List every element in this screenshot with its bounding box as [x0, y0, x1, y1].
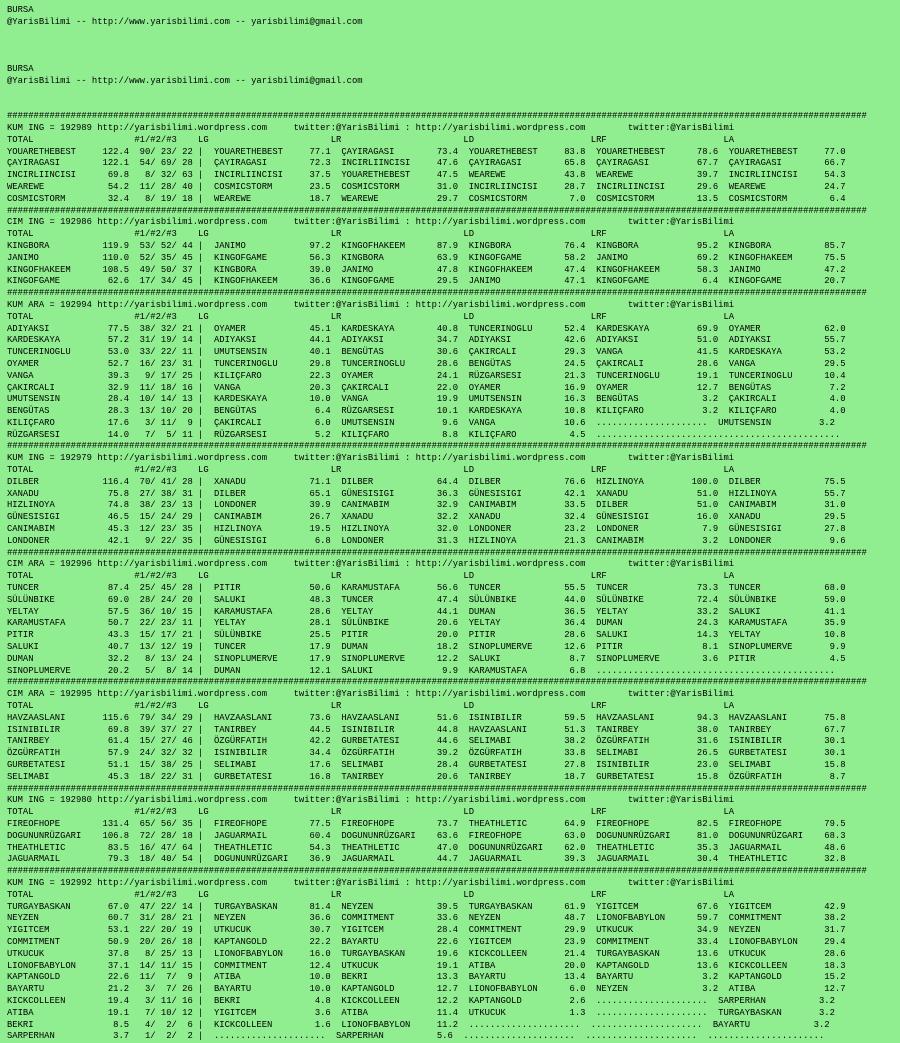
report-line: JANIMO 110.0 52/ 35/ 45 | KINGOFGAME 56.3 KINGBORA 63.9 KINGOFGAME 58.2 JANIMO 69.2 KINGOFHAKEEM 75.5	[7, 252, 846, 263]
report-line: CIM ING = 192986 http://yarisbilimi.wordpress.com twitter:@YarisBilimi : http://yarisbilimi.wordpress.com twitter:@YarisBilimi	[7, 217, 735, 228]
report-line: SALUKI 40.7 13/ 12/ 19 | TUNCER 17.9 DUMAN 18.2 SINOPLUMERVE 12.6 PITIR 8.1 SINOPLUMERVE 9.9	[7, 642, 846, 653]
report-line	[7, 88, 900, 100]
report-line: KICKCOLLEEN 19.4 3/ 11/ 16 | BEKRI 4.8 KICKCOLLEEN 12.2 KAPTANGOLD 2.6 ..................... SARPERHAN 3.2	[7, 995, 835, 1006]
report-line: ÇAKIRCALI 32.9 11/ 18/ 16 | VANGA 20.3 ÇAKIRCALI 22.0 OYAMER 16.9 OYAMER 12.7 BENGÜTAS 7.2	[7, 382, 846, 393]
report-line: RÜZGARSESI 14.0 7/ 5/ 11 | RÜZGARSESI 5.2 KILIÇFARO 8.8 KILIÇFARO 4.5 ..............................................	[7, 429, 841, 440]
report-line: NEYZEN 60.7 31/ 28/ 21 | NEYZEN 36.6 COMMITMENT 33.6 NEYZEN 48.7 LIONOFBABYLON 59.7 COMMITMENT 38.2	[7, 913, 846, 924]
report-line: GURBETATESI 51.1 15/ 38/ 25 | SELIMABI 17.6 SELIMABI 28.4 GURBETATESI 27.8 ISINIBILIR 23.0 SELIMABI 15.8	[7, 760, 846, 770]
report-line: ##################################################################################################################################################################	[7, 205, 867, 216]
report-line: @YarisBilimi -- http://www.yarisbilimi.com -- yarisbilimi@gmail.com	[7, 16, 363, 27]
report-line: ##################################################################################################################################################################	[7, 441, 867, 452]
report-line: YELTAY 57.5 36/ 10/ 15 | KARAMUSTAFA 28.6 YELTAY 44.1 DUMAN 36.5 YELTAY 33.2 SALUKI 41.1	[7, 606, 846, 617]
report-line: INCIRLIINCISI 69.8 8/ 32/ 63 | INCIRLIINCISI 37.5 YOUARETHEBEST 47.5 WEAREWE 43.8 WEAREWE 39.7 INCIRLIINCISI 54.3	[7, 170, 846, 181]
report-line: TOTAL #1/#2/#3 LG LR LD LRF LA	[7, 701, 735, 712]
report-line: ##################################################################################################################################################################	[7, 677, 867, 688]
report-line: KUM ING = 192989 http://yarisbilimi.wordpress.com twitter:@YarisBilimi : http://yarisbilimi.wordpress.com twitter:@YarisBilimi	[7, 122, 735, 133]
report-line: GÜNESISIGI 46.5 15/ 24/ 29 | CANIMABIM 26.7 XANADU 32.2 XANADU 32.4 GÜNESISIGI 16.0 XANADU 29.5	[7, 512, 846, 523]
report-line: TUNCERINOGLU 53.0 33/ 22/ 11 | UMUTSENSIN 40.1 BENGÜTAS 30.6 ÇAKIRCALI 29.3 VANGA 41.5 KARDESKAYA 53.2	[7, 347, 846, 358]
report-line: ÇAYIRAGASI 122.1 54/ 69/ 28 | ÇAYIRAGASI 72.3 INCIRLIINCISI 47.6 ÇAYIRAGASI 65.8 ÇAYIRAGASI 67.7 ÇAYIRAGASI 66.7	[7, 158, 846, 169]
report-line: DUMAN 32.2 8/ 13/ 24 | SINOPLUMERVE 17.9 SINOPLUMERVE 12.2 SALUKI 8.7 SINOPLUMERVE 3.6 PITIR 4.5	[7, 653, 846, 664]
report-line: PITIR 43.3 15/ 17/ 21 | SÜLÜNBIKE 25.5 PITIR 20.0 PITIR 28.6 SALUKI 14.3 YELTAY 10.8	[7, 630, 846, 641]
report-line: KUM ING = 192979 http://yarisbilimi.wordpress.com twitter:@YarisBilimi : http://yarisbilimi.wordpress.com twitter:@YarisBilimi	[7, 453, 735, 464]
report-line: SARPERHAN 3.7 1/ 2/ 2 | ..................... SARPERHAN 5.6 ..................... ..................... ......................	[7, 1031, 825, 1042]
report-line: BEKRI 8.5 4/ 2/ 6 | KICKCOLLEEN 1.6 LIONOFBABYLON 11.2 ..................... ..................... BAYARTU 3.2	[7, 1019, 830, 1030]
report-line: FIREOFHOPE 131.4 65/ 56/ 35 | FIREOFHOPE 77.5 FIREOFHOPE 73.7 THEATHLETIC 64.9 FIREOFHOPE 82.5 FIREOFHOPE 79.5	[7, 818, 846, 829]
report-line: ##################################################################################################################################################################	[7, 547, 867, 558]
report-line: ##################################################################################################################################################################	[7, 866, 867, 877]
report-line: ADIYAKSI 77.5 38/ 32/ 21 | OYAMER 45.1 KARDESKAYA 40.8 TUNCERINOGLU 52.4 KARDESKAYA 69.9 OYAMER 62.0	[7, 323, 846, 334]
report-line: OYAMER 52.7 16/ 23/ 31 | TUNCERINOGLU 29.8 TUNCERINOGLU 28.6 BENGÜTAS 24.5 ÇAKIRCALI 28.6 VANGA 29.5	[7, 358, 846, 369]
report-line: BURSA	[7, 5, 34, 15]
report-line: TOTAL #1/#2/#3 LG LR LD LRF LA	[7, 571, 735, 582]
report-line: TOTAL #1/#2/#3 LG LR LD LRF LA	[7, 889, 735, 900]
report-line: TURGAYBASKAN 67.0 47/ 22/ 14 | TURGAYBASKAN 81.4 NEYZEN 39.5 TURGAYBASKAN 61.9 YIGITCEM 67.6 YIGITCEM 42.9	[7, 901, 846, 912]
report-line: VANGA 39.3 9/ 17/ 25 | KILIÇFARO 22.3 OYAMER 24.1 RÜZGARSESI 21.3 TUNCERINOGLU 19.1 TUNCERINOGLU 10.4	[7, 370, 846, 381]
report-line: ISINIBILIR 69.8 39/ 37/ 27 | TANIRBEY 44.5 ISINIBILIR 44.8 HAVZAASLANI 51.3 TANIRBEY 38.0 TANIRBEY 67.7	[7, 724, 846, 735]
report-line: KILIÇFARO 17.6 3/ 11/ 9 | ÇAKIRCALI 6.0 UMUTSENSIN 9.6 VANGA 10.6 ..................... UMUTSENSIN 3.2	[7, 417, 835, 428]
report-line: CANIMABIM 45.3 12/ 23/ 35 | HIZLINOYA 19.5 HIZLINOYA 32.0 LONDONER 23.2 LONDONER 7.9 GÜNESISIGI 27.8	[7, 524, 846, 535]
report-line: SINOPLUMERVE 20.2 5/ 8/ 14 | DUMAN 12.1 SALUKI 9.9 KARAMUSTAFA 6.8 .............................................	[7, 665, 835, 676]
report-line: COMMITMENT 50.9 20/ 26/ 18 | KAPTANGOLD 22.2 BAYARTU 22.6 YIGITCEM 23.9 COMMITMENT 33.4 LIONOFBABYLON 29.4	[7, 936, 846, 947]
report-line	[7, 40, 900, 52]
report-line: BAYARTU 21.2 3/ 7/ 26 | BAYARTU 10.0 KAPTANGOLD 12.7 LIONOFBABYLON 6.0 NEYZEN 3.2 ATIBA 12.7	[7, 984, 846, 995]
report-line: KARAMUSTAFA 50.7 22/ 23/ 11 | YELTAY 28.1 SÜLÜNBIKE 20.6 YELTAY 36.4 DUMAN 24.3 KARAMUSTAFA 35.9	[7, 618, 846, 629]
report-line: JAGUARMAIL 79.3 18/ 40/ 54 | DOGUNUNRÜZGARI 36.9 JAGUARMAIL 44.7 JAGUARMAIL 39.3 JAGUARMAIL 30.4 THEATHLETIC 32.8	[7, 854, 846, 865]
report-line: TOTAL #1/#2/#3 LG LR LD LRF LA	[7, 465, 735, 476]
report-line: BENGÜTAS 28.3 13/ 10/ 20 | BENGÜTAS 6.4 RÜZGARSESI 10.1 KARDESKAYA 10.8 KILIÇFARO 3.2 KILIÇFARO 4.0	[7, 406, 846, 417]
report-line	[7, 29, 900, 41]
report-line: KINGBORA 119.9 53/ 52/ 44 | JANIMO 97.2 KINGOFHAKEEM 87.9 KINGBORA 76.4 KINGBORA 95.2 KINGBORA 85.7	[7, 240, 846, 251]
report-line: LIONOFBABYLON 37.1 14/ 11/ 15 | COMMITMENT 12.4 UTKUCUK 19.1 ATIBA 20.0 KAPTANGOLD 13.6 KICKCOLLEEN 18.3	[7, 960, 846, 971]
report-line: YIGITCEM 53.1 22/ 20/ 19 | UTKUCUK 30.7 YIGITCEM 28.4 COMMITMENT 29.9 UTKUCUK 34.9 NEYZEN 31.7	[7, 925, 846, 936]
report-line: ##################################################################################################################################################################	[7, 783, 867, 794]
report-line: HIZLINOYA 74.8 38/ 23/ 13 | LONDONER 39.9 CANIMABIM 32.9 CANIMABIM 33.5 DILBER 51.0 CANIMABIM 31.0	[7, 500, 846, 511]
report-line: DOGUNUNRÜZGARI 106.8 72/ 28/ 18 | JAGUARMAIL 60.4 DOGUNUNRÜZGARI 63.6 FIREOFHOPE 63.0 DOGUNUNRÜZGARI 81.0 DOGUNUNRÜZGARI 68.3	[7, 830, 846, 841]
report-line: ##################################################################################################################################################################	[7, 288, 867, 299]
report-line: CIM ARA = 192995 http://yarisbilimi.wordpress.com twitter:@YarisBilimi : http://yarisbilimi.wordpress.com twitter:@YarisBilimi	[7, 689, 735, 700]
report-line: THEATHLETIC 83.5 16/ 47/ 64 | THEATHLETIC 54.3 THEATHLETIC 47.0 DOGUNUNRÜZGARI 62.0 THEATHLETIC 35.3 JAGUARMAIL 48.6	[7, 842, 846, 853]
report-line: WEAREWE 54.2 11/ 28/ 40 | COSMICSTORM 23.5 COSMICSTORM 31.0 INCIRLIINCISI 28.7 INCIRLIINCISI 29.6 WEAREWE 24.7	[7, 181, 846, 192]
report-line: SÜLÜNBIKE 69.0 28/ 24/ 20 | SALUKI 48.3 TUNCER 47.4 SÜLÜNBIKE 44.0 SÜLÜNBIKE 72.4 SÜLÜNBIKE 59.0	[7, 594, 846, 605]
report-line: DILBER 116.4 70/ 41/ 28 | XANADU 71.1 DILBER 64.4 DILBER 76.6 HIZLINOYA 100.0 DILBER 75.5	[7, 476, 846, 487]
report-line: ATIBA 19.1 7/ 10/ 12 | YIGITCEM 3.6 ATIBA 11.4 UTKUCUK 1.3 ..................... TURGAYBASKAN 3.2	[7, 1007, 835, 1018]
report-line: COSMICSTORM 32.4 8/ 19/ 18 | WEAREWE 18.7 WEAREWE 29.7 COSMICSTORM 7.0 COSMICSTORM 13.5 COSMICSTORM 6.4	[7, 193, 846, 204]
report-line: TOTAL #1/#2/#3 LG LR LD LRF LA	[7, 229, 735, 240]
report-line: ##################################################################################################################################################################	[7, 111, 867, 122]
report-line: YOUARETHEBEST 122.4 90/ 23/ 22 | YOUARETHEBEST 77.1 ÇAYIRAGASI 73.4 YOUARETHEBEST 83.8 YOUARETHEBEST 78.6 YOUARETHEBEST 77.0	[7, 146, 846, 157]
report-line: TOTAL #1/#2/#3 LG LR LD LRF LA	[7, 311, 735, 322]
report-line: ÖZGÜRFATIH 57.9 24/ 32/ 32 | ISINIBILIR 34.4 ÖZGÜRFATIH 39.2 ÖZGÜRFATIH 33.8 SELIMABI 26.5 GURBETATESI 30.1	[7, 748, 846, 759]
report-line: CIM ARA = 192996 http://yarisbilimi.wordpress.com twitter:@YarisBilimi : http://yarisbilimi.wordpress.com twitter:@YarisBilimi	[7, 559, 735, 570]
report-line: XANADU 75.8 27/ 38/ 31 | DILBER 65.1 GÜNESISIGI 36.3 GÜNESISIGI 42.1 XANADU 51.0 HIZLINOYA 55.7	[7, 488, 846, 499]
report-line: KAPTANGOLD 22.6 11/ 7/ 9 | ATIBA 10.0 BEKRI 13.3 BAYARTU 13.4 BAYARTU 3.2 KAPTANGOLD 15.2	[7, 972, 846, 983]
report-line: SELIMABI 45.3 18/ 22/ 31 | GURBETATESI 16.8 TANIRBEY 20.6 TANIRBEY 18.7 GURBETATESI 15.8 ÖZGÜRFATIH 8.7	[7, 771, 846, 782]
report-line: TUNCER 87.4 25/ 45/ 28 | PITIR 50.6 KARAMUSTAFA 56.6 TUNCER 55.5 TUNCER 73.3 TUNCER 68.0	[7, 583, 846, 594]
report-line: KINGOFGAME 62.6 17/ 34/ 45 | KINGOFHAKEEM 36.6 KINGOFGAME 29.5 JANIMO 47.1 KINGOFGAME 6.4 KINGOFGAME 20.7	[7, 276, 846, 287]
report-line: KARDESKAYA 57.2 31/ 19/ 14 | ADIYAKSI 44.1 ADIYAKSI 34.7 ADIYAKSI 42.6 ADIYAKSI 51.0 ADIYAKSI 55.7	[7, 335, 846, 346]
report-line	[7, 52, 900, 64]
report-line: LONDONER 42.1 9/ 22/ 35 | GÜNESISIGI 6.8 LONDONER 31.3 HIZLINOYA 21.3 CANIMABIM 3.2 LONDONER 9.6	[7, 535, 846, 546]
report-line: TANIRBEY 61.4 15/ 27/ 46 | ÖZGÜRFATIH 42.2 GURBETATESI 44.6 SELIMABI 38.2 ÖZGÜRFATIH 31.6 ISINIBILIR 30.1	[7, 736, 846, 747]
report-line: KUM ING = 192992 http://yarisbilimi.wordpress.com twitter:@YarisBilimi : http://yarisbilimi.wordpress.com twitter:@YarisBilimi	[7, 877, 735, 888]
report-line: @YarisBilimi -- http://www.yarisbilimi.com -- yarisbilimi@gmail.com	[7, 75, 363, 86]
report-line: TOTAL #1/#2/#3 LG LR LD LRF LA	[7, 807, 735, 818]
report-line: BURSA	[7, 63, 34, 74]
report-line	[7, 99, 900, 111]
report-line: UMUTSENSIN 28.4 10/ 14/ 13 | KARDESKAYA 10.0 VANGA 19.9 UMUTSENSIN 16.3 BENGÜTAS 3.2 ÇAKIRCALI 4.0	[7, 394, 846, 405]
report-line: UTKUCUK 37.8 8/ 25/ 13 | LIONOFBABYLON 16.0 TURGAYBASKAN 19.6 KICKCOLLEEN 21.4 TURGAYBASKAN 13.6 UTKUCUK 28.6	[7, 948, 846, 959]
report-line: HAVZAASLANI 115.6 79/ 34/ 29 | HAVZAASLANI 73.6 HAVZAASLANI 51.6 ISINIBILIR 59.5 HAVZAASLANI 94.3 HAVZAASLANI 75.8	[7, 712, 846, 723]
report-line: KINGOFHAKEEM 108.5 49/ 50/ 37 | KINGBORA 39.0 JANIMO 47.8 KINGOFHAKEEM 47.4 KINGOFHAKEEM 58.3 JANIMO 47.2	[7, 264, 846, 275]
report-line: KUM ING = 192980 http://yarisbilimi.wordpress.com twitter:@YarisBilimi : http://yarisbilimi.wordpress.com twitter:@YarisBilimi	[7, 795, 735, 806]
report-line: KUM ARA = 192994 http://yarisbilimi.wordpress.com twitter:@YarisBilimi : http://yarisbilimi.wordpress.com twitter:@YarisBilimi	[7, 299, 735, 310]
report-line: TOTAL #1/#2/#3 LG LR LD LRF LA	[7, 134, 735, 145]
